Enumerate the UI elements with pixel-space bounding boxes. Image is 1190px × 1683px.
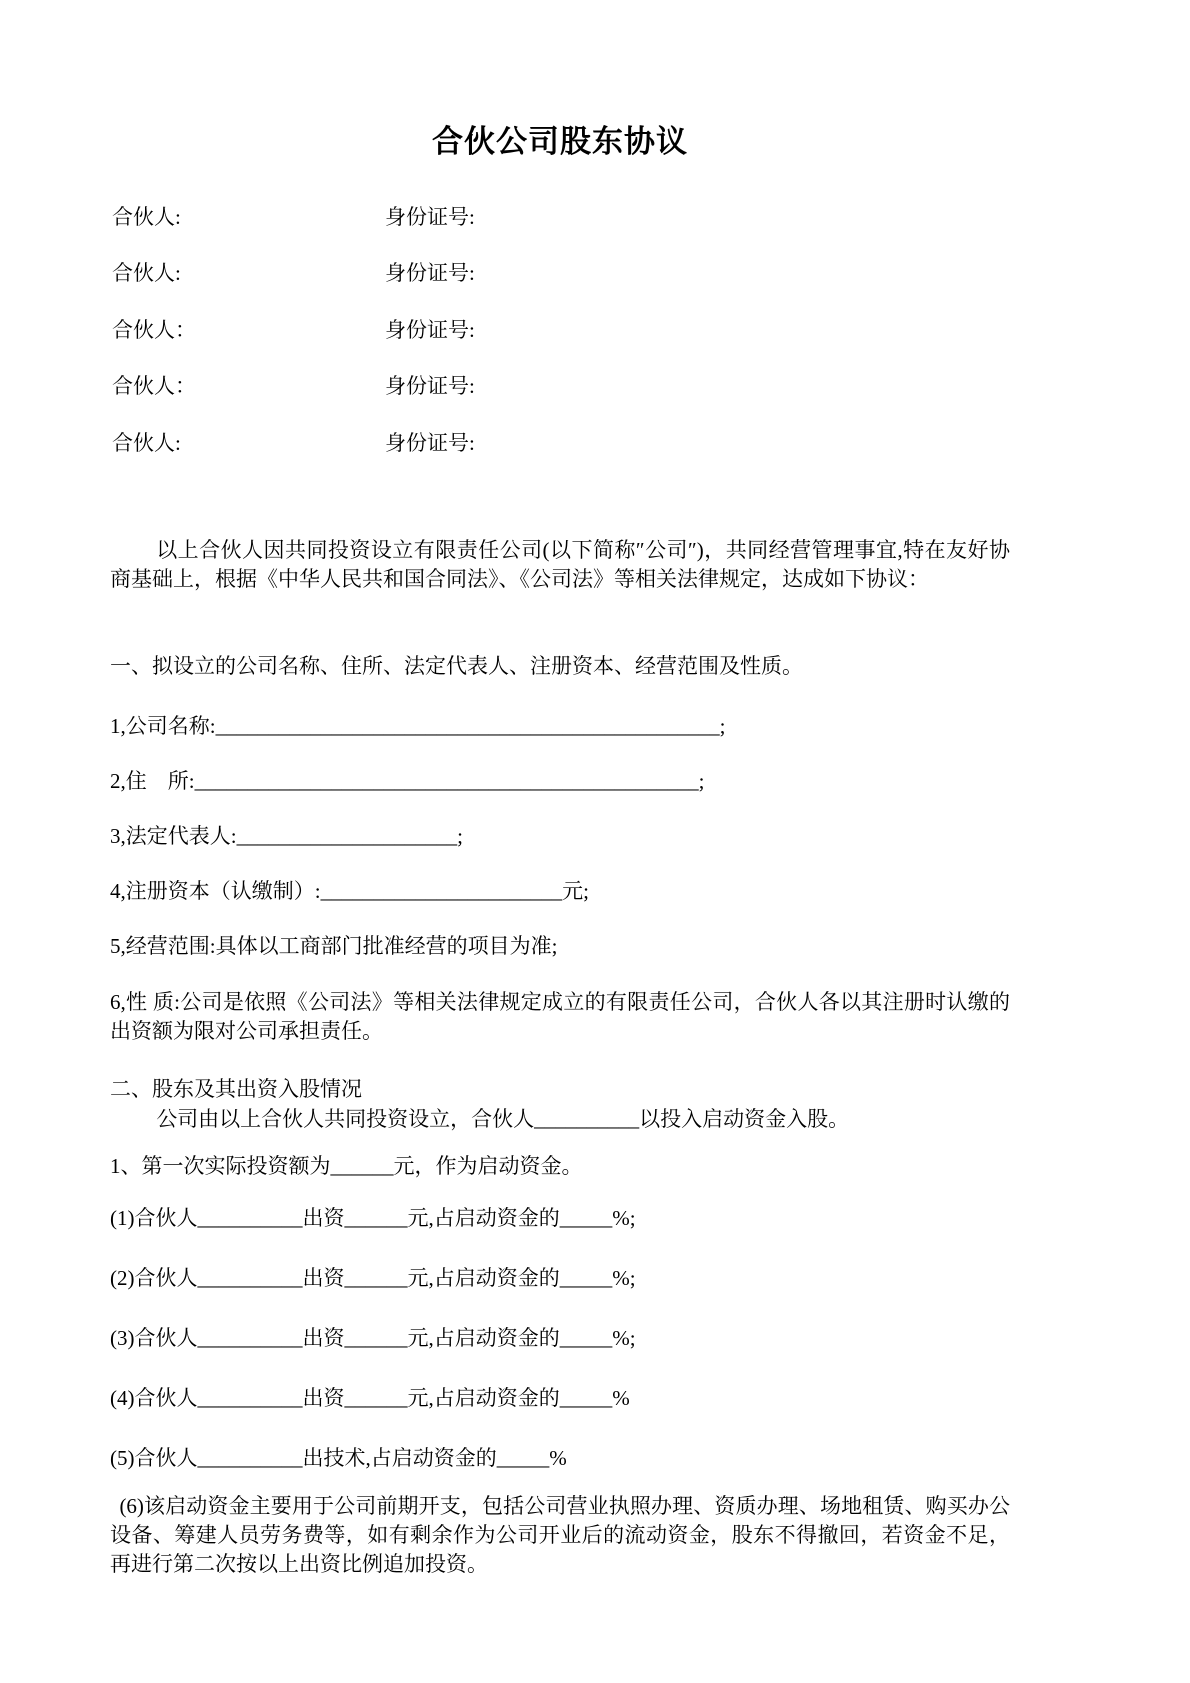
intro-paragraph: 以上合伙人因共同投资设立有限责任公司(以下简称″公司″)，共同经营管理事宜,特在友好协商基础上，根据《中华人民共和国合同法》、《公司法》等相关法律规定，达成如下协议： (110, 538, 1010, 591)
partner-row (112, 204, 1012, 231)
partner-id-label: 身份证号: (385, 318, 475, 342)
partner-row (112, 430, 1012, 457)
contribution-line-1: (1)合伙人__________出资______元,占启动资金的_____%; (110, 1206, 636, 1230)
partner-row (112, 317, 1012, 344)
partner-name-label: 合伙人: (112, 261, 181, 285)
contribution-line-4: (4)合伙人__________出资______元,占启动资金的_____% (110, 1386, 630, 1410)
company-nature-paragraph: 6,性 质:公司是依照《公司法》等相关法律规定成立的有限责任公司，合伙人各以其注册时认缴的出资额为限对公司承担责任。 (110, 990, 1010, 1043)
contribution-line-3: (3)合伙人__________出资______元,占启动资金的_____%; (110, 1326, 636, 1350)
registered-capital-line: 4,注册资本（认缴制）:_______________________元; (110, 879, 589, 903)
section1-heading: 一、拟设立的公司名称、住所、法定代表人、注册资本、经营范围及性质。 (110, 654, 803, 678)
company-name-line: 1,公司名称:________________________________________________; (110, 714, 726, 738)
partner-row (112, 373, 1012, 400)
page-title: 合伙公司股东协议 (432, 123, 688, 159)
partner-id-label: 身份证号: (385, 205, 475, 229)
partner-id-label: 身份证号: (385, 261, 475, 285)
partner-name-label: 合伙人： (112, 374, 196, 398)
partner-name-label: 合伙人： (112, 318, 196, 342)
contribution-line-2: (2)合伙人__________出资______元,占启动资金的_____%; (110, 1266, 636, 1290)
partner-id-label: 身份证号: (385, 374, 475, 398)
first-investment-line: 1、第一次实际投资额为______元，作为启动资金。 (110, 1154, 583, 1178)
business-scope-line: 5,经营范围:具体以工商部门批准经营的项目为准; (110, 934, 558, 958)
legal-representative-line: 3,法定代表人:_____________________; (110, 824, 463, 848)
address-line: 2,住 所:________________________________________________; (110, 769, 705, 793)
partner-name-label: 合伙人: (112, 431, 181, 455)
section2-heading: 二、股东及其出资入股情况 (110, 1077, 362, 1101)
startup-fund-usage-paragraph: (6)该启动资金主要用于公司前期开支，包括公司营业执照办理、资质办理、场地租赁、购买办公设备、筹建人员劳务费等，如有剩余作为公司开业后的流动资金，股东不得撤回，若资金不足，再进行第二次按以上出资比例追加投资。 (110, 1494, 1010, 1576)
contribution-line-5: (5)合伙人__________出技术,占启动资金的_____% (110, 1446, 567, 1470)
section2-intro-line: 公司由以上合伙人共同投资设立，合伙人__________以投入启动资金入股。 (156, 1107, 850, 1131)
partner-id-label: 身份证号: (385, 431, 475, 455)
partner-name-label: 合伙人: (112, 205, 181, 229)
partner-row (112, 260, 1012, 287)
